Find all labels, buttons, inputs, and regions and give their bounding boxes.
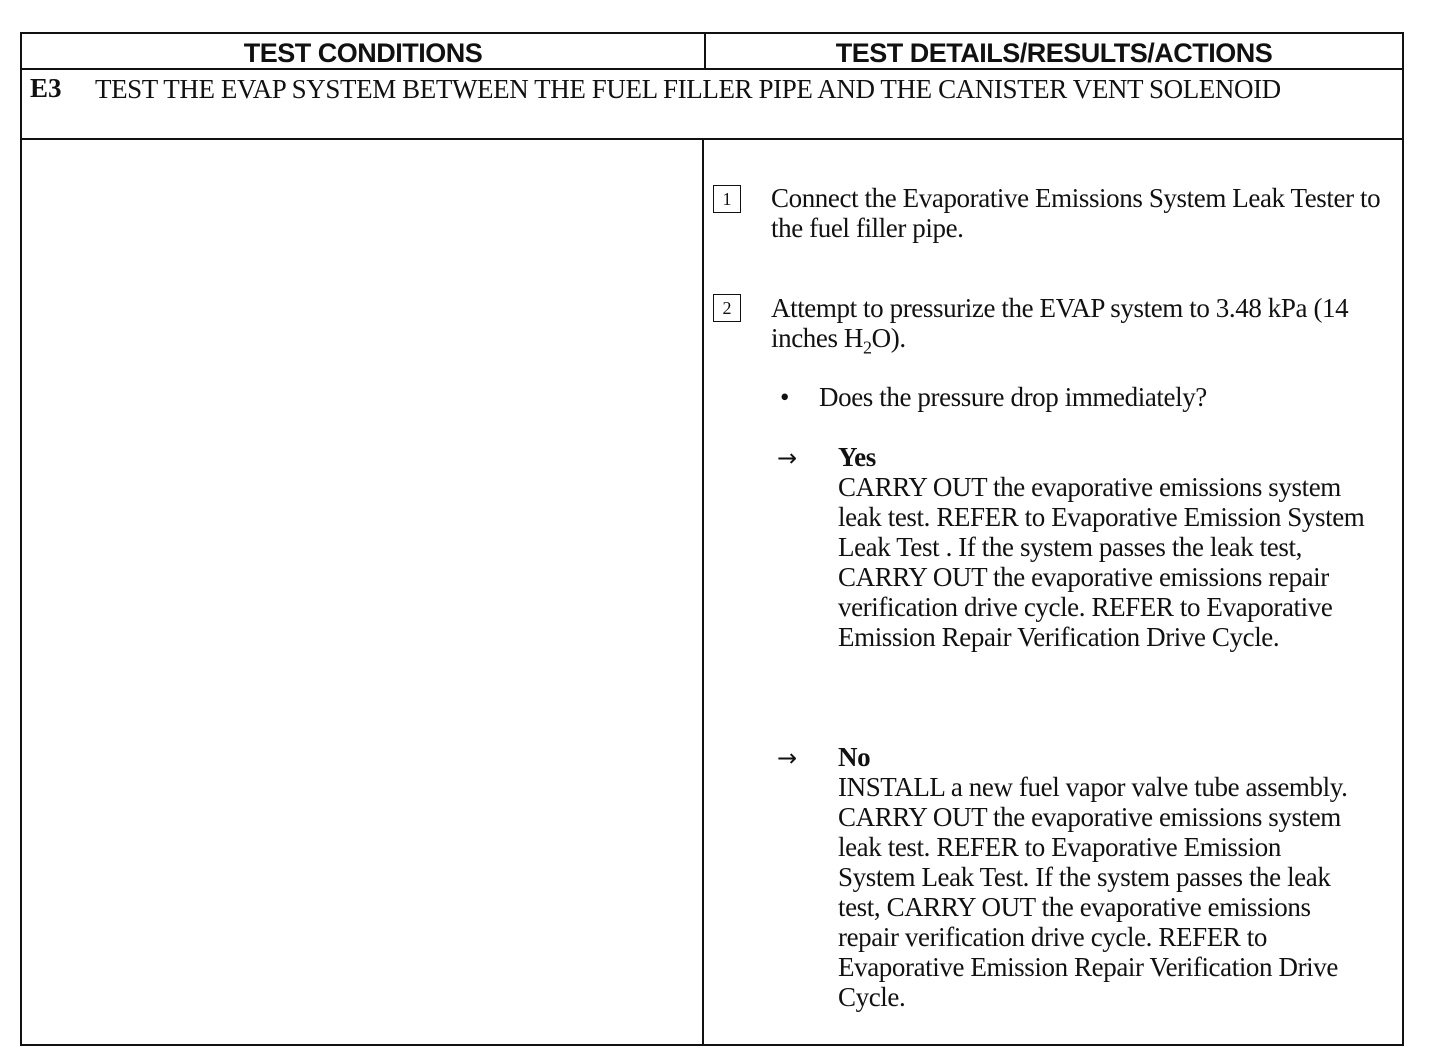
substep-2-number: 2 bbox=[713, 294, 741, 322]
question-bullet: • bbox=[780, 382, 790, 412]
yes-text: CARRY OUT the evaporative emissions system leak test. REFER to Evaporative Emission System Leak Test . If the system passes the leak test, CARRY OUT the evaporative emissions repair verification drive cycle. REFER to Evaporative Emission Repair Verification Drive Cycle. bbox=[838, 472, 1365, 652]
substep-2-text-before: Attempt to pressurize the EVAP system to 3.48 kPa (14 inches H bbox=[771, 293, 1349, 353]
yes-label: Yes bbox=[838, 442, 876, 472]
no-arrow-icon: → bbox=[777, 744, 798, 772]
no-text: INSTALL a new fuel vapor valve tube assembly. CARRY OUT the evaporative emissions system leak test. REFER to Evaporative Emission System Leak Test. If the system passes the leak test, CARRY OUT the evaporative emissions repair verification drive cycle. REFER to Evaporative Emission Repair Verification Drive Cycle. bbox=[838, 772, 1348, 1012]
question-text: Does the pressure drop immediately? bbox=[819, 382, 1207, 412]
table-header-row bbox=[22, 34, 1402, 70]
substep-2-subscript: 2 bbox=[863, 337, 872, 358]
substep-1-text: Connect the Evaporative Emissions System Leak Tester to the fuel filler pipe. bbox=[771, 183, 1381, 243]
substep-2-text-after: O). bbox=[871, 323, 906, 353]
substep-1-number: 1 bbox=[713, 185, 741, 213]
header-test-conditions: TEST CONDITIONS bbox=[22, 34, 706, 68]
header-test-details: TEST DETAILS/RESULTS/ACTIONS bbox=[835, 38, 1273, 68]
yes-arrow-icon: → bbox=[777, 444, 798, 472]
no-label: No bbox=[838, 742, 871, 772]
substep-2-text bbox=[771, 293, 1401, 358]
column-divider bbox=[702, 140, 704, 1046]
step-title: TEST THE EVAP SYSTEM BETWEEN THE FUEL FILLER PIPE AND THE CANISTER VENT SOLENOID bbox=[95, 74, 1281, 104]
step-id: E3 bbox=[30, 73, 62, 103]
